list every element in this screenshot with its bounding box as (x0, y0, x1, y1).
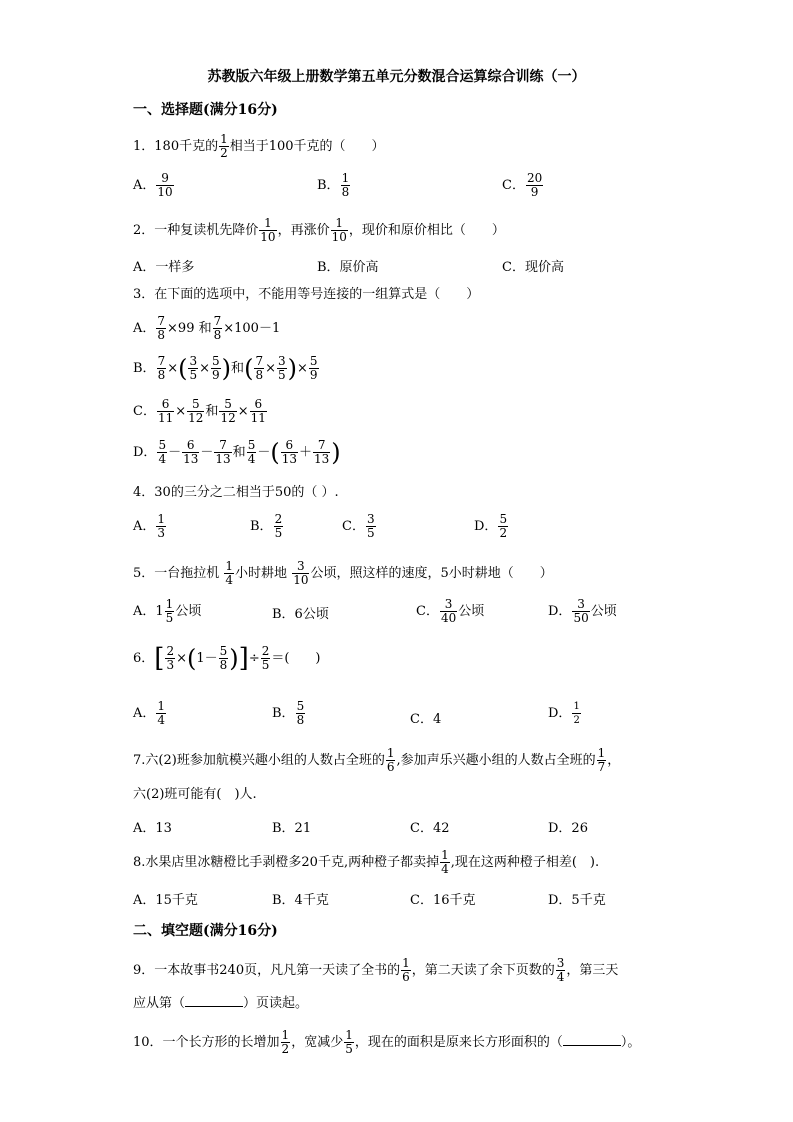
fraction: $\frac{1}{2}$ (220, 132, 228, 160)
q4-option-b: B． $\frac{2}{5}$ (250, 512, 283, 540)
question-3: 3．在下面的选项中，不能用等号连接的一组算式是（ ） (133, 287, 480, 302)
q7-option-b: B．21 (272, 821, 312, 836)
q8-option-d: D．5千克 (548, 893, 606, 908)
q2-option-b: B．原价高 (317, 260, 379, 275)
question-10: 10．一个长方形的长增加 $\frac{1}{2}$ ，宽减少 $\frac{1}{5}$ ，现在的面积是原来长方形面积的（ ）。 (133, 1028, 641, 1056)
answer-blank[interactable] (185, 994, 243, 1007)
q7-option-c: C．42 (410, 821, 450, 836)
question-6: 6．[ $\frac{2}{3}$ ×(1－ $\frac{5}{8}$ )]÷ $\frac{2}{5}$ ＝( ) (133, 643, 321, 674)
q5-option-c: C． $\frac{3}{40}$ 公顷 (416, 597, 485, 625)
q2-option-c: C．现价高 (502, 260, 564, 275)
answer-blank[interactable] (563, 1033, 621, 1046)
question-5: 5．一台拖拉机 $\frac{1}{4}$ 小时耕地 $\frac{3}{10}$ 公顷，照这样的速度，5小时耕地（ ） (133, 559, 553, 587)
question-9-line2: 应从第（ ）页读起。 (133, 996, 309, 1011)
q5-option-b: B．6公顷 (272, 607, 329, 622)
page-title: 苏教版六年级上册数学第五单元分数混合运算综合训练（一） (207, 69, 586, 85)
q4-option-d: D． $\frac{5}{2}$ (474, 512, 508, 540)
q1-option-b: B． $\frac{1}{8}$ (317, 171, 350, 199)
q6-option-c: C．4 (410, 712, 442, 727)
section-choice-heading: 一、选择题(满分16分) (133, 102, 278, 118)
q7-option-a: A．13 (133, 821, 172, 836)
question-7-line2: 六(2)班可能有( )人. (133, 787, 257, 802)
q8-option-c: C．16千克 (410, 893, 476, 908)
q2-option-a: A．一样多 (133, 260, 195, 275)
q1-option-a: A． $\frac{9}{10}$ (133, 171, 173, 199)
question-4: 4．30的三分之二相当于50的（ ）. (133, 485, 339, 500)
q3-option-a: A． $\frac{7}{8}$ ×99 和 $\frac{7}{8}$ ×100－1 (133, 314, 281, 342)
q4-option-c: C． $\frac{3}{5}$ (342, 512, 375, 540)
q1-option-c: C． $\frac{20}{9}$ (502, 171, 543, 199)
q5-option-d: D． $\frac{3}{50}$ 公顷 (548, 597, 617, 625)
question-9: 9．一本故事书240页，凡凡第一天读了全书的 $\frac{1}{6}$ ，第二天读了余下页数的 $\frac{3}{4}$ ，第三天 (133, 956, 619, 984)
q3-option-b: B． $\frac{7}{8}$ ×( $\frac{3}{5}$ × $\frac{5}{9}$ )和( $\frac{7}{8}$ × $\frac{3}{5}$ )× $\frac{5}{9}$ (133, 354, 318, 383)
question-8: 8.水果店里冰糖橙比手剥橙多20千克,两种橙子都卖掉 $\frac{1}{4}$ ,现在这两种橙子相差( ). (133, 848, 600, 876)
q6-option-d: D． $\frac{1}{2}$ (548, 701, 580, 726)
question-2: 2．一种复读机先降价 $\frac{1}{10}$ ，再涨价 $\frac{1}{10}$ ，现价和原价相比（ ） (133, 216, 505, 244)
question-1: 1．180千克的 $\frac{1}{2}$ 相当于100千克的（ ） (133, 132, 385, 160)
q6-option-a: A． $\frac{1}{4}$ (133, 699, 166, 727)
q3-option-d: D． $\frac{5}{4}$ － $\frac{6}{13}$ － $\frac{7}{13}$ 和 $\frac{5}{4}$ －( $\frac{6}{13}$ ＋ $\frac{7}{13}$ ) (133, 438, 341, 467)
q7-option-d: D．26 (548, 821, 588, 836)
q5-option-a: A．1 $\frac{1}{5}$ 公顷 (133, 597, 202, 625)
section-fill-heading: 二、填空题(满分16分) (133, 923, 278, 939)
q4-option-a: A． $\frac{1}{3}$ (133, 512, 166, 540)
q6-option-b: B． $\frac{5}{8}$ (272, 699, 305, 727)
question-7: 7.六(2)班参加航模兴趣小组的人数占全班的 $\frac{1}{6}$ ,参加声乐兴趣小组的人数占全班的 $\frac{1}{7}$ ， (133, 746, 621, 774)
q8-option-b: B．4千克 (272, 893, 329, 908)
q3-option-c: C． $\frac{6}{11}$ × $\frac{5}{12}$ 和 $\frac{5}{12}$ × $\frac{6}{11}$ (133, 397, 266, 425)
q8-option-a: A．15千克 (133, 893, 198, 908)
